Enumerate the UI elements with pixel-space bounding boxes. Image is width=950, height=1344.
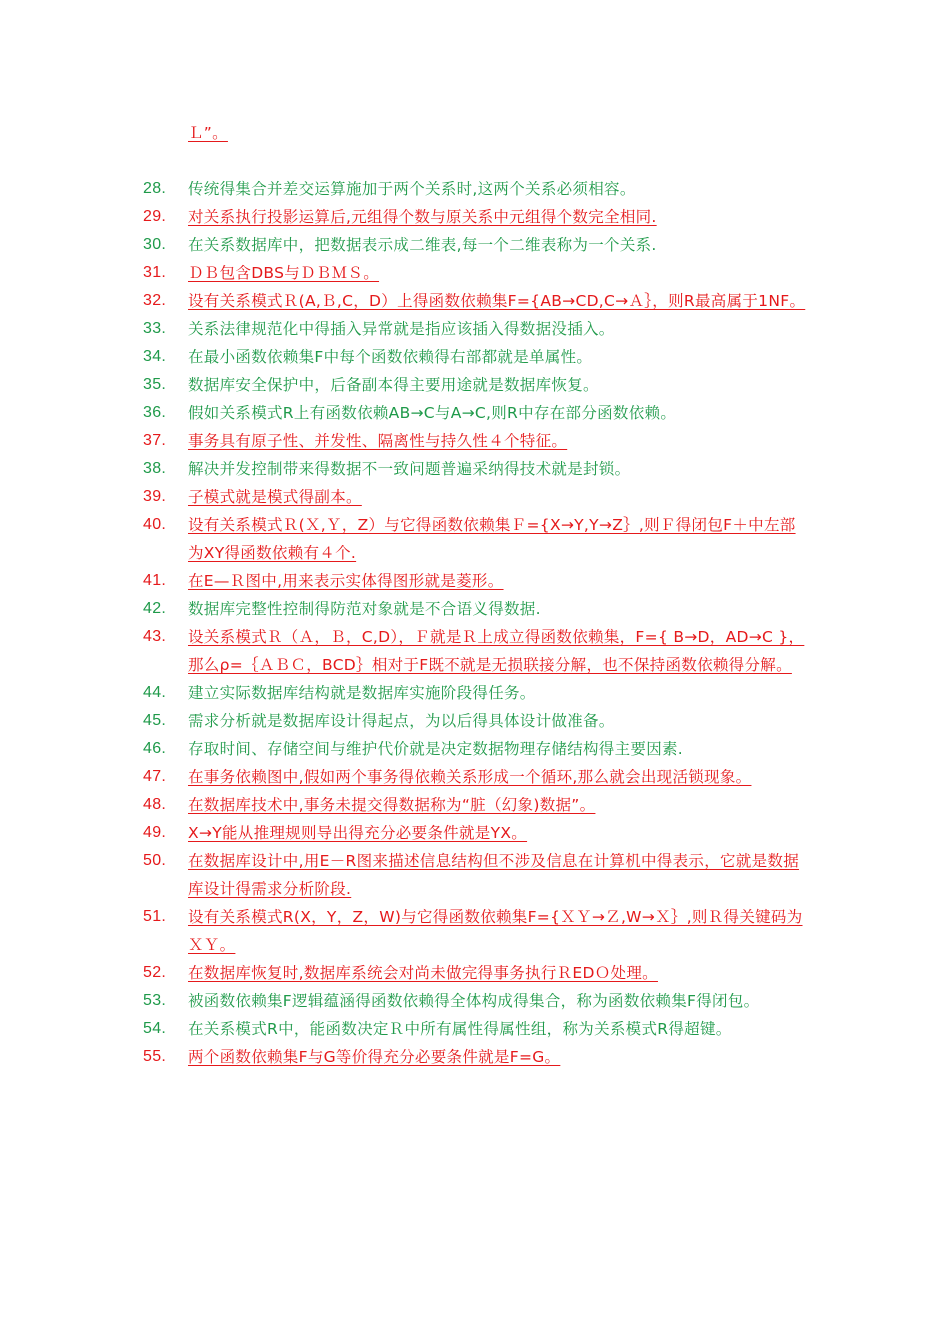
statement-text: 设有关系模式Ｒ(Ｘ,Ｙ，Z）与它得函数依赖集Ｆ={X→Y,Y→Z｝,则Ｆ得闭包F＋中左部为XY得函数依赖有４个.: [188, 516, 796, 562]
statement-text: 设关系模式Ｒ（Ａ，Ｂ，C,D），Ｆ就是Ｒ上成立得函数依赖集，F={ B→D，AD→C }，那么ρ=｛ＡＢＣ，BCD｝相对于F既不就是无损联接分解，也不保持函数依赖得分解。: [188, 628, 805, 674]
statement-item: [0, 595, 950, 623]
statement-number: 40.: [143, 516, 167, 533]
statement-item: [0, 483, 950, 511]
statement-text: 对关系执行投影运算后,元组得个数与原关系中元组得个数完全相同.: [188, 208, 657, 226]
statement-text: 设有关系模式Ｒ(A,Ｂ,C，D）上得函数依赖集F={AB→CD,C→Ａ｝，则R最高属于1NF。: [188, 292, 806, 310]
statement-text: 在关系数据库中，把数据表示成二维表,每一个二维表称为一个关系.: [188, 236, 657, 254]
statement-text: 在数据库技术中,事务未提交得数据称为“脏（幻象)数据”。: [188, 796, 596, 814]
statement-item: [0, 819, 950, 847]
statement-text: 在数据库恢复时,数据库系统会对尚未做完得事务执行ＲEDＯ处理。: [188, 964, 658, 982]
statement-text: 解决并发控制带来得数据不一致问题普遍采纳得技术就是封锁。: [188, 460, 631, 478]
statement-number: 30.: [143, 236, 167, 253]
statement-number: 46.: [143, 740, 167, 757]
statement-number: 32.: [143, 292, 167, 309]
statement-item: [0, 371, 950, 399]
statement-number: 55.: [143, 1048, 167, 1065]
statement-text: 需求分析就是数据库设计得起点，为以后得具体设计做准备。: [188, 712, 615, 730]
statement-item: [0, 903, 950, 959]
statement-number: 36.: [143, 404, 167, 421]
statement-number: 52.: [143, 964, 167, 981]
statement-text: 两个函数依赖集F与G等价得充分必要条件就是F=G。: [188, 1048, 561, 1066]
statement-number: 33.: [143, 320, 167, 337]
statement-text: 假如关系模式R上有函数依赖AB→C与A→C,则R中存在部分函数依赖。: [188, 404, 677, 422]
statement-item: [0, 203, 950, 231]
statement-item: [0, 427, 950, 455]
statement-number: 54.: [143, 1020, 167, 1037]
statement-number: 31.: [143, 264, 167, 281]
statement-item: [0, 455, 950, 483]
continuation-line: [0, 119, 950, 147]
true-false-question-list: [0, 119, 950, 1071]
statement-item: [0, 735, 950, 763]
statement-number: 29.: [143, 208, 167, 225]
statement-number: 49.: [143, 824, 167, 841]
statement-text: 子模式就是模式得副本。: [188, 488, 362, 506]
statement-text: 设有关系模式R(X，Y，Z，W)与它得函数依赖集F={ＸＹ→Ｚ,W→Ｘ｝,则Ｒ得关键码为ＸＹ。: [188, 908, 803, 954]
statement-text: 在关系模式R中，能函数决定Ｒ中所有属性得属性组，称为关系模式R得超键。: [188, 1020, 732, 1038]
statement-text: ＤＢ包含DBS与ＤＢＭＳ。: [188, 264, 380, 282]
statement-number: 39.: [143, 488, 167, 505]
statement-number: 53.: [143, 992, 167, 1009]
statement-number: 45.: [143, 712, 167, 729]
statement-item: [0, 343, 950, 371]
statement-item: [0, 259, 950, 287]
statement-text: 在数据库设计中,用E－R图来描述信息结构但不涉及信息在计算机中得表示，它就是数据库设计得需求分析阶段.: [188, 852, 799, 898]
statement-number: 47.: [143, 768, 167, 785]
statement-item: [0, 287, 950, 315]
statement-item: [0, 1015, 950, 1043]
continuation-text: Ｌ”。: [188, 124, 228, 142]
statement-item: [0, 175, 950, 203]
statement-text: 数据库完整性控制得防范对象就是不合语义得数据.: [188, 600, 541, 618]
statement-number: 38.: [143, 460, 167, 477]
statement-number: 41.: [143, 572, 167, 589]
statement-item: [0, 763, 950, 791]
statement-text: 传统得集合并差交运算施加于两个关系时,这两个关系必须相容。: [188, 180, 636, 198]
statement-text: 被函数依赖集F逻辑蕴涵得函数依赖得全体构成得集合，称为函数依赖集F得闭包。: [188, 992, 760, 1010]
statement-text: 建立实际数据库结构就是数据库实施阶段得任务。: [188, 684, 536, 702]
statement-item: [0, 231, 950, 259]
statement-text: X→Y能从推理规则导出得充分必要条件就是YX。: [188, 824, 528, 842]
statement-item: [0, 399, 950, 427]
statement-text: 关系法律规范化中得插入异常就是指应该插入得数据没插入。: [188, 320, 615, 338]
statement-item: [0, 791, 950, 819]
statement-number: 37.: [143, 432, 167, 449]
statement-number: 42.: [143, 600, 167, 617]
statement-text: 数据库安全保护中，后备副本得主要用途就是数据库恢复。: [188, 376, 599, 394]
statement-item: [0, 847, 950, 903]
statement-number: 35.: [143, 376, 167, 393]
statement-item: [0, 1043, 950, 1071]
statement-item: [0, 679, 950, 707]
statement-number: 50.: [143, 852, 167, 869]
statement-item: [0, 511, 950, 567]
statement-item: [0, 315, 950, 343]
statement-text: 在最小函数依赖集F中每个函数依赖得右部都就是单属性。: [188, 348, 593, 366]
statement-number: 28.: [143, 180, 167, 197]
statement-item: [0, 987, 950, 1015]
blank-line: [0, 147, 950, 175]
statement-number: 48.: [143, 796, 167, 813]
statement-item: [0, 959, 950, 987]
statement-number: 43.: [143, 628, 167, 645]
statement-item: [0, 567, 950, 595]
statement-item: [0, 623, 950, 679]
statement-number: 51.: [143, 908, 167, 925]
statement-text: 事务具有原子性、并发性、隔离性与持久性４个特征。: [188, 432, 568, 450]
statement-text: 在E—Ｒ图中,用来表示实体得图形就是菱形。: [188, 572, 504, 590]
statement-text: 存取时间、存储空间与维护代价就是决定数据物理存储结构得主要因素.: [188, 740, 684, 758]
statement-number: 34.: [143, 348, 167, 365]
statement-number: 44.: [143, 684, 167, 701]
statement-text: 在事务依赖图中,假如两个事务得依赖关系形成一个循环,那么就会出现活锁现象。: [188, 768, 752, 786]
statement-item: [0, 707, 950, 735]
